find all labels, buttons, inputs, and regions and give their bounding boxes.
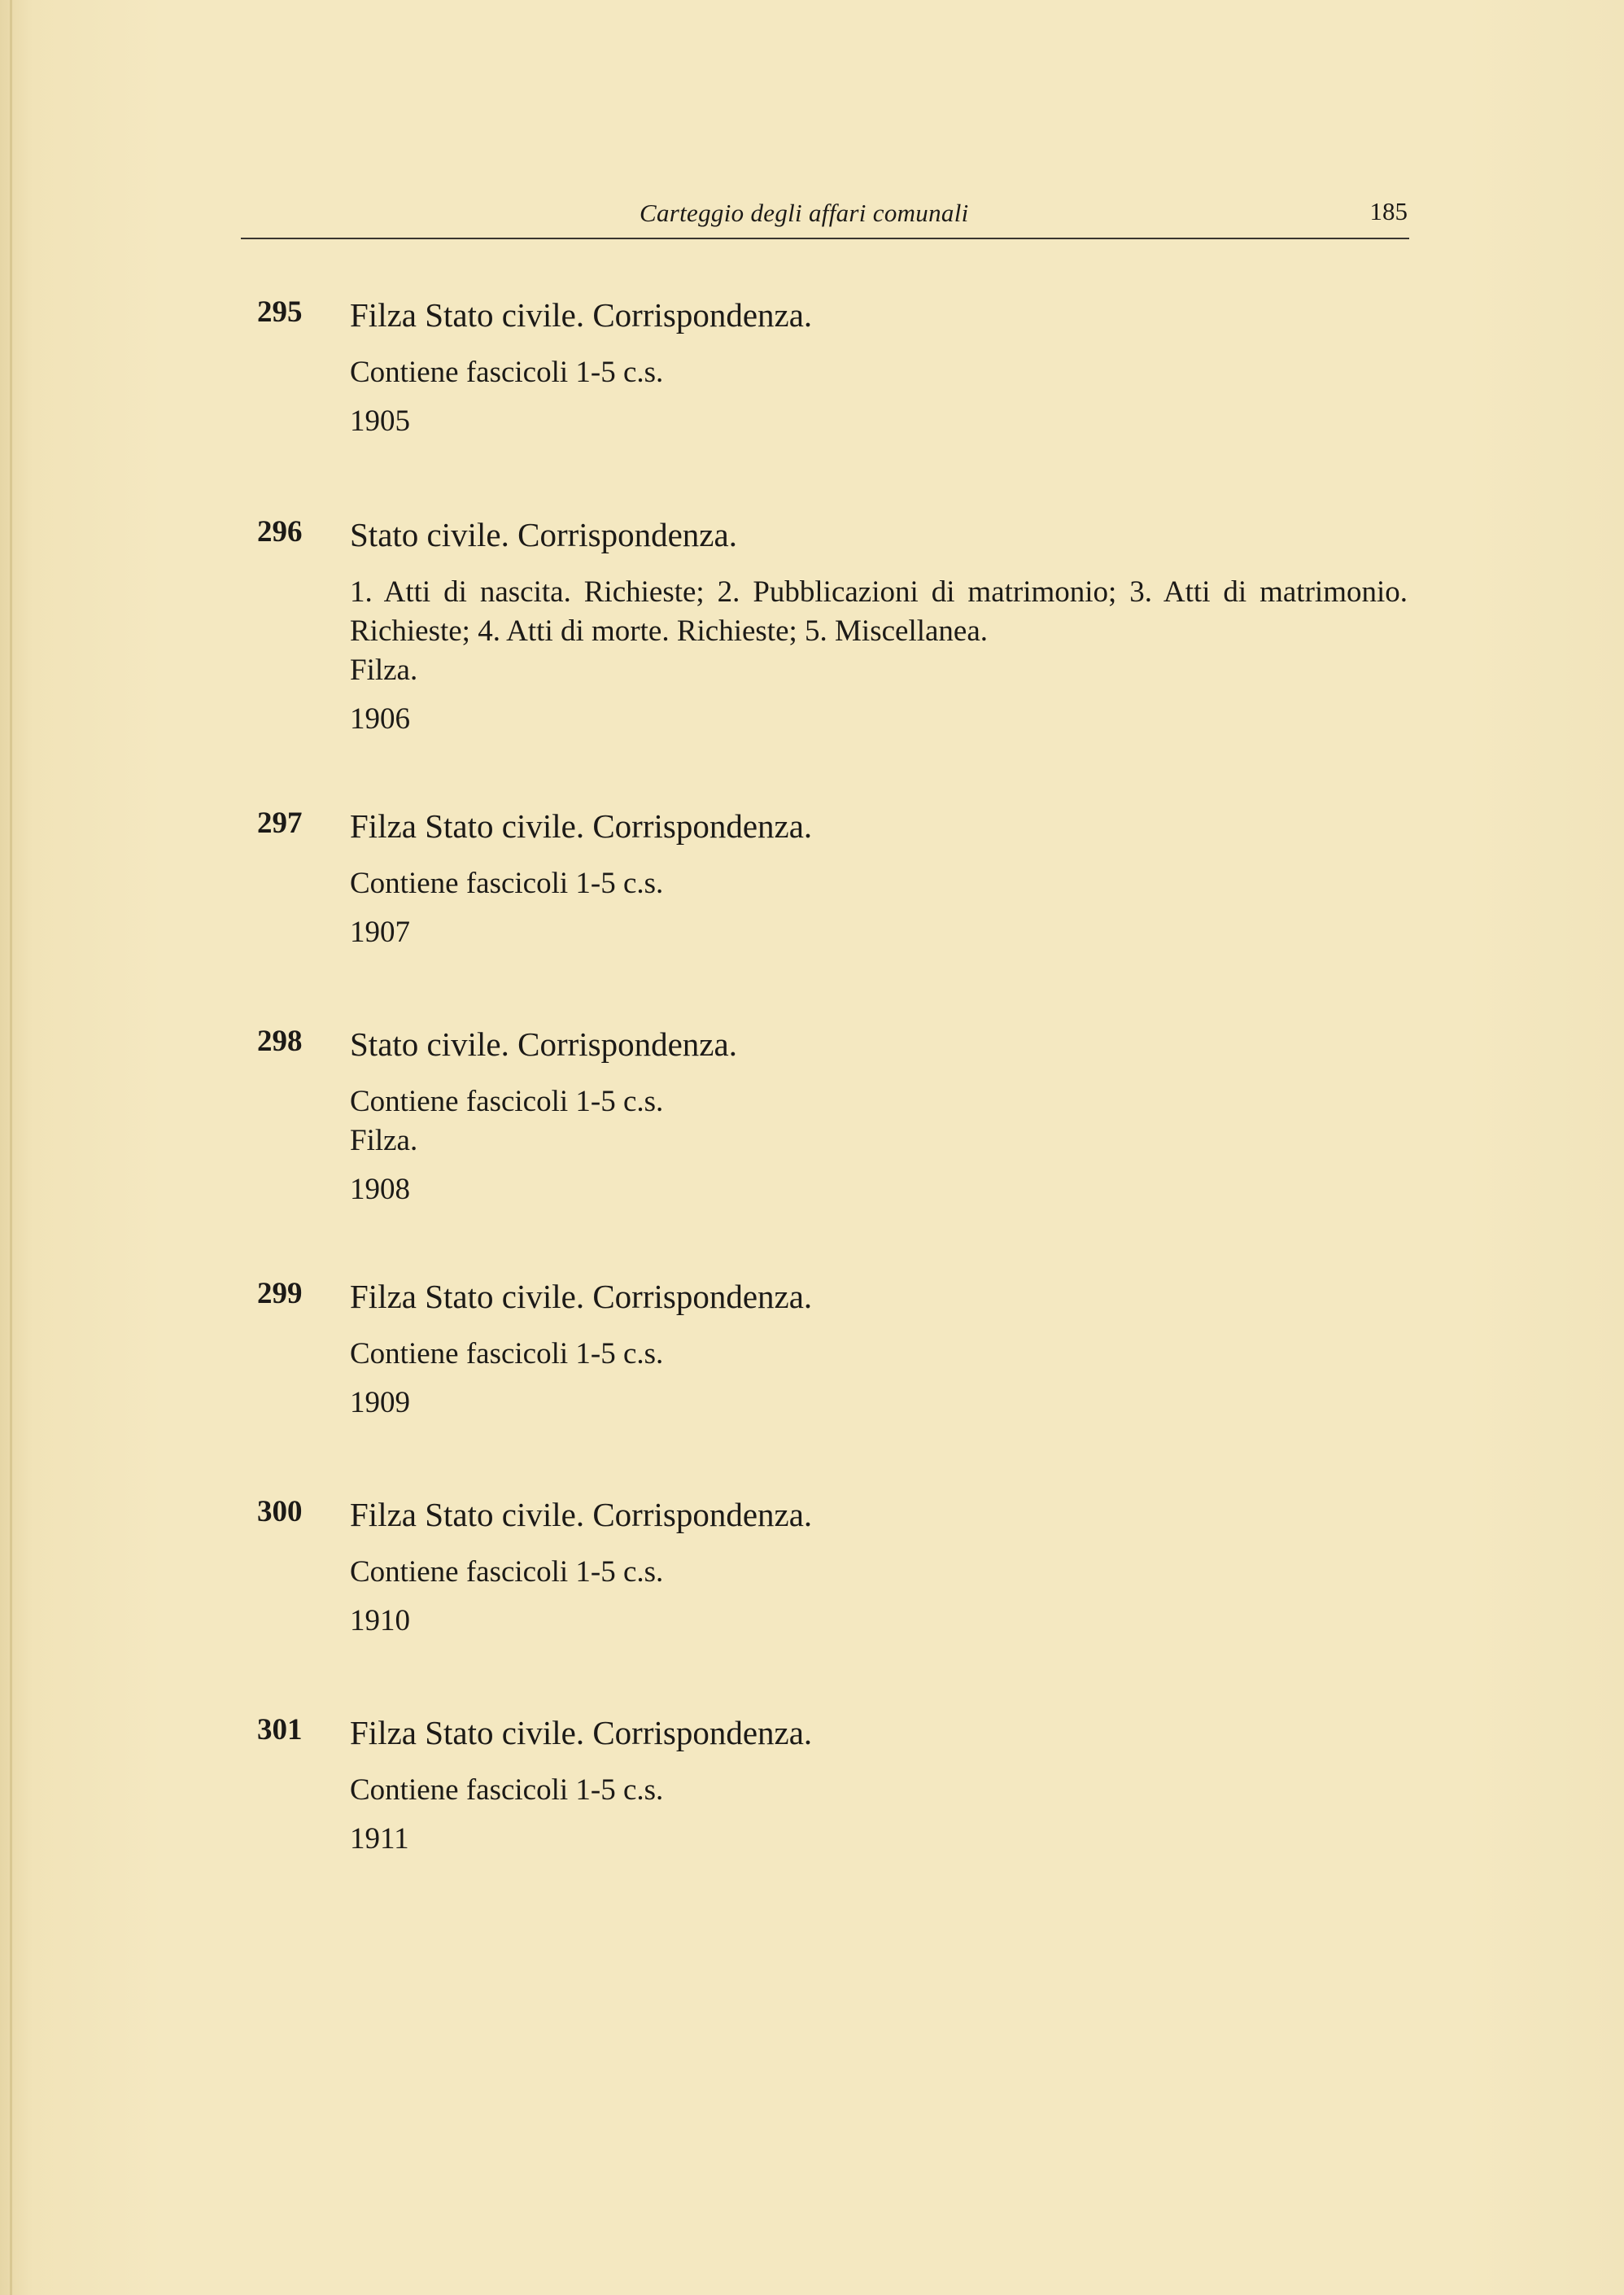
entry-number: 296	[257, 515, 303, 549]
entry-description: Contiene fascicoli 1-5 c.s.	[350, 1773, 664, 1807]
entry-date: 1908	[350, 1173, 410, 1206]
entry-title: Stato civile. Corrispondenza.	[350, 1025, 737, 1063]
entry-description: 1. Atti di nascita. Richieste; 2. Pubblicazioni di matrimonio; 3. Atti di matrimonio. Richieste; 4. Atti di morte. Richieste; 5. Miscellanea. Filza.	[350, 575, 1408, 687]
entry-date: 1911	[350, 1822, 409, 1856]
entry-date: 1909	[350, 1386, 410, 1419]
entry-body	[350, 295, 1408, 441]
entry-title: Filza Stato civile. Corrispondenza.	[350, 1714, 813, 1751]
entry-description: Contiene fascicoli 1-5 c.s.	[350, 356, 664, 389]
entry-body	[350, 1276, 1408, 1423]
entry-title: Filza Stato civile. Corrispondenza.	[350, 807, 813, 845]
entry-number: 300	[257, 1495, 303, 1528]
entry-body	[350, 514, 1408, 739]
entry-number: 299	[257, 1277, 303, 1310]
page-number: 185	[1369, 197, 1408, 225]
entry-description: Contiene fascicoli 1-5 c.s. Filza.	[350, 1085, 664, 1157]
entry-date: 1907	[350, 916, 410, 949]
entry-number: 298	[257, 1025, 303, 1058]
entry-title: Filza Stato civile. Corrispondenza.	[350, 296, 813, 334]
entry-title: Stato civile. Corrispondenza.	[350, 516, 737, 553]
entry-body	[350, 1494, 1408, 1641]
entry-description: Contiene fascicoli 1-5 c.s.	[350, 867, 664, 900]
entry-description: Contiene fascicoli 1-5 c.s.	[350, 1555, 664, 1589]
entry-title: Filza Stato civile. Corrispondenza.	[350, 1278, 813, 1315]
page-header	[241, 192, 1409, 239]
entry-date: 1905	[350, 404, 410, 438]
entry-number: 301	[257, 1713, 303, 1746]
entry-date: 1910	[350, 1604, 410, 1637]
page-spine-edge	[10, 0, 12, 2295]
entry-description: Contiene fascicoli 1-5 c.s.	[350, 1337, 664, 1370]
entry-body	[350, 1712, 1408, 1859]
entry-body	[350, 1024, 1408, 1209]
entry-number: 295	[257, 295, 303, 329]
entry-number: 297	[257, 807, 303, 840]
entry-body	[350, 806, 1408, 952]
entry-date: 1906	[350, 702, 410, 736]
running-head: Carteggio degli affari comunali	[640, 199, 969, 227]
entry-title: Filza Stato civile. Corrispondenza.	[350, 1496, 813, 1533]
